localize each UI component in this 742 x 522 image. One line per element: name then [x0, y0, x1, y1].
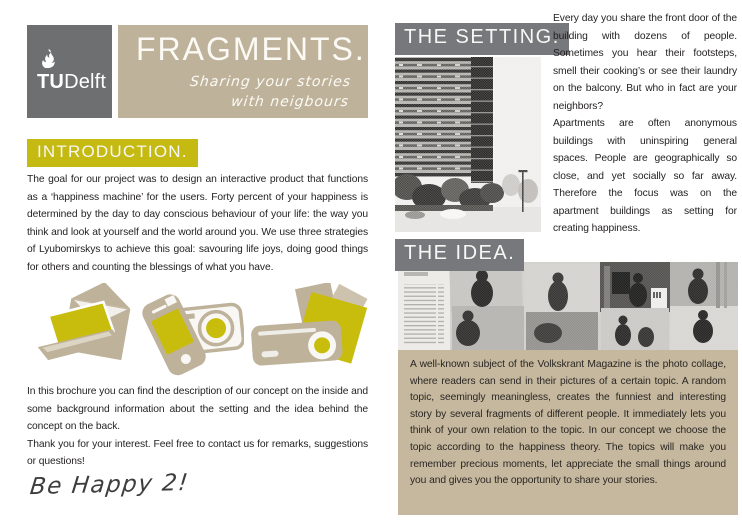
- be-happy-signoff: Be Happy 2!: [28, 469, 191, 501]
- idea-text-box: [398, 350, 738, 515]
- idea-heading: THE IDEA.: [395, 239, 524, 271]
- phone-camera-illustration: [138, 283, 244, 379]
- subtitle-line2: with neigbours: [230, 94, 350, 110]
- setting-paragraph-1: Every day you share the front door of the building with dozens of people. Sometimes you hear their footsteps, smell their cooking’s or see their laundry on the balcony. But who in fact are your neighbors?: [553, 13, 737, 112]
- setting-heading: THE SETTING.: [395, 23, 569, 55]
- illustrations-row: [27, 283, 368, 383]
- closing-paragraph: In this brochure you can find the description of our concept on the inside and some background information about the setting and the idea behind the concept on the back.: [27, 386, 368, 433]
- introduction-paragraph: The goal for our project was to design an interactive product that functions as a ‘happiness machine’ for the users. Forty percent of your happiness is determined by the day to day conscious behaviour of your life: the way you think and look at yourself and the world around you. We use three strategies of Lyubomirskys to achieve this goal: savouring life joys, doing good things for others and counting the blessings of what you have.: [27, 174, 368, 273]
- logo-tu: TU: [37, 71, 65, 93]
- flame-icon: [38, 49, 56, 69]
- logo-delft: Delft: [64, 71, 107, 93]
- projector-photos-illustration: [248, 283, 368, 383]
- tudelft-logo: [27, 25, 112, 118]
- introduction-closing: [27, 383, 368, 471]
- subtitle-line1: Sharing your stories: [189, 74, 352, 90]
- brochure-subtitle: [148, 72, 352, 112]
- brochure-title: FRAGMENTS.: [136, 31, 366, 67]
- thanks-paragraph: Thank you for your interest. Feel free to contact us for remarks, suggestions or questions!: [27, 438, 368, 468]
- tudelft-logo-text: [37, 71, 106, 94]
- setting-paragraph-2: Apartments are often anonymous buildings with uninspiring general spaces. People are geographically so close, and yet socially so far away. Therefore the focus was on the apartment buildings as setting for creating happiness.: [553, 118, 737, 234]
- people-collage-photo: [398, 262, 738, 352]
- laptop-envelope-illustration: [27, 283, 133, 379]
- setting-text: [553, 10, 737, 238]
- apartment-building-photo: [395, 57, 541, 232]
- idea-paragraph: A well-known subject of the Volkskrant Magazine is the photo collage, where readers can send in their pictures of a certain topic. A random topic, seemingly meaningless, creates the funniest and interesting story by several fragments of different people. It immediately lets you think of your own relation to the topic. In our concept we choose the topic according to the happiness theory. The topics will make you remember precious moments, let appreciate the small things around you and gives you the opportunity to share your stories.: [410, 359, 726, 487]
- introduction-heading: INTRODUCTION.: [27, 139, 198, 167]
- masthead: [118, 25, 368, 118]
